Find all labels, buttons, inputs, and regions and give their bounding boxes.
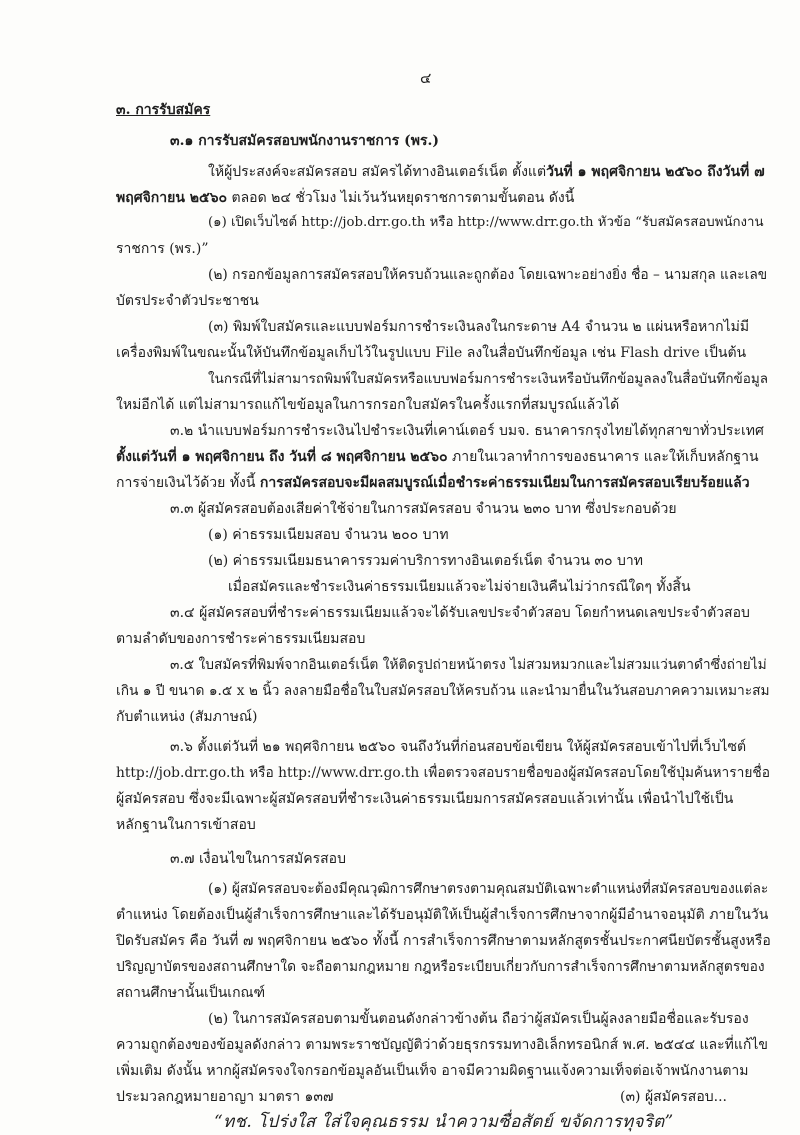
s33-item2: (๒) ค่าธรรมเนียมธนาคารรวมค่าบริการทางอินเตอร์เน็ต จำนวน ๓๐ บาท	[208, 553, 643, 569]
s31-step1-a: (๑) เปิดเว็บไซต์ http://job.drr.go.th หรือ http://www.drr.go.th หัวข้อ “รับสมัครสอบพนักงาน	[208, 215, 764, 230]
s36-line1: ๓.๖ ตั้งแต่วันที่ ๒๑ พฤศจิกายน ๒๕๖๐ จนถึงวันที่ก่อนสอบข้อเขียน ให้ผู้สมัครสอบเข้าไปที่เว็บไซต์	[170, 739, 747, 755]
s31-step2-a: (๒) กรอกข้อมูลการสมัครสอบให้ครบถ้วนและถูกต้อง โดยเฉพาะอย่างยิ่ง ชื่อ – นามสกุล และเลข	[208, 267, 768, 283]
s32-line3-b: การสมัครสอบจะมีผลสมบูรณ์เมื่อชำระค่าธรรมเนียมในการสมัครสอบเรียบร้อยแล้ว	[259, 475, 750, 491]
s31-step3-a: (๓) พิมพ์ใบสมัครและแบบฟอร์มการชำระเงินลงในกระดาษ A4 จำนวน ๒ แผ่นหรือหากไม่มี	[208, 319, 750, 335]
s33-item3: เมื่อสมัครและชำระเงินค่าธรรมเนียมแล้วจะไม่จ่ายเงินคืนไม่ว่ากรณีใดๆ ทั้งสิ้น	[228, 579, 691, 595]
s31-intro-line2	[116, 188, 574, 208]
s32-line1: ๓.๒ นำแบบฟอร์มการชำระเงินไปชำระเงินที่เคาน์เตอร์ บมจ. ธนาคารกรุงไทยได้ทุกสาขาทั่วประเทศ	[170, 423, 764, 439]
s37-title: ๓.๗ เงื่อนไขในการสมัครสอบ	[170, 851, 346, 867]
s36-line2: http://job.drr.go.th หรือ http://www.drr.go.th เพื่อตรวจสอบรายชื่อของผู้สมัครสอบโดยใช้ปุ่มค้นหารายชื่อ	[116, 765, 771, 781]
s35-line2: เกิน ๑ ปี ขนาด ๑.๕ x ๒ นิ้ว ลงลายมือชื่อในใบสมัครสอบให้ครบถ้วน และนำมายื่นในวันสอบภาคความเหมาะสม	[116, 683, 770, 699]
s35-line1: ๓.๕ ใบสมัครที่พิมพ์จากอินเตอร์เน็ต ให้ติดรูปถ่ายหน้าตรง ไม่สวมหมวกและไม่สวมแว่นตาดำซึ่งถ่ายไม่	[170, 657, 767, 673]
s37-c1-5: สถานศึกษานั้นเป็นเกณฑ์	[116, 985, 266, 1001]
s31-intro-2a: พฤศจิกายน ๒๕๖๐	[116, 190, 228, 206]
s37-c1-2: ตำแหน่ง โดยต้องเป็นผู้สำเร็จการศึกษาและได้รับอนุมัติให้เป็นผู้สำเร็จการศึกษาจากผู้มีอำนาจอนุมัติ ภายในวัน	[116, 907, 769, 923]
footer-slogan: “ทช. โปร่งใส ใส่ใจคุณธรรม นำความซื่อสัตย์ ขจัดการทุจริต”	[214, 1112, 674, 1132]
s37-c1-4: ปริญญาบัตรของสถานศึกษาใด จะถือตามกฎหมาย กฎหรือระเบียบเกี่ยวกับการสำเร็จการศึกษาตามหลักสูตรของ	[116, 959, 765, 975]
s37-c2-3: เพิ่มเติม ดังนั้น หากผู้สมัครจงใจกรอกข้อมูลอันเป็นเท็จ อาจมีความผิดฐานแจ้งความเท็จต่อเจ้าพนักงานตาม	[116, 1063, 749, 1079]
s37-c2-1: (๒) ในการสมัครสอบตามขั้นตอนดังกล่าวข้างต้น ถือว่าผู้สมัครเป็นผู้ลงลายมือชื่อและรับรอง	[208, 1011, 749, 1027]
s35-line3: กับตำแหน่ง (สัมภาษณ์)	[116, 709, 258, 725]
s33-item1: (๑) ค่าธรรมเนียมสอบ จำนวน ๒๐๐ บาท	[208, 527, 449, 543]
s37-c2-2: ความถูกต้องของข้อมูลดังกล่าว ตามพระราชบัญญัติว่าด้วยธุรกรรมทางอิเล็กทรอนิกส์ พ.ศ. ๒๕๔๔ และที่แก้ไข	[116, 1037, 768, 1053]
s34-line2: ตามลำดับของการชำระค่าธรรมเนียมสอบ	[116, 631, 366, 647]
s31-intro-1a: ให้ผู้ประสงค์จะสมัครสอบ สมัครได้ทางอินเตอร์เน็ต ตั้งแต่	[208, 164, 547, 180]
s31-title: ๓.๑ การรับสมัครสอบพนักงานราชการ (พร.)	[170, 133, 439, 149]
s31-intro-1b: วันที่ ๑ พฤศจิกายน ๒๕๖๐ ถึงวันที่ ๗	[546, 164, 765, 180]
s31-intro-2b: ตลอด ๒๔ ชั่วโมง ไม่เว้นวันหยุดราชการตามขั้นตอน ดังนี้	[227, 190, 575, 206]
continuation-note: (๓) ผู้สมัครสอบ...	[620, 1089, 727, 1105]
s31-note-b: ใหม่อีกได้ แต่ไม่สามารถแก้ไขข้อมูลในการกรอกใบสมัครในครั้งแรกที่สมบูรณ์แล้วได้	[116, 397, 620, 413]
s31-step1-b: ราชการ (พร.)”	[116, 241, 209, 257]
s31-step2-b: บัตรประจำตัวประชาชน	[116, 293, 259, 309]
s37-c1-1: (๑) ผู้สมัครสอบจะต้องมีคุณวุฒิการศึกษาตรงตามคุณสมบัติเฉพาะตำแหน่งที่สมัครสอบของแต่ละ	[208, 881, 769, 897]
s32-line3	[116, 473, 750, 493]
s31-step3-b: เครื่องพิมพ์ในขณะนั้นให้บันทึกข้อมูลเก็บไว้ในรูปแบบ File ลงในสื่อบันทึกข้อมูล เช่น Flash drive เป็นต้น	[116, 345, 747, 361]
s34-line1: ๓.๔ ผู้สมัครสอบที่ชำระค่าธรรมเนียมแล้วจะได้รับเลขประจำตัวสอบ โดยกำหนดเลขประจำตัวสอบ	[170, 605, 750, 621]
s36-line3: ผู้สมัครสอบ ซึ่งจะมีเฉพาะผู้สมัครสอบที่ชำระเงินค่าธรรมเนียมการสมัครสอบแล้วเท่านั้น เพื่อนำไปใช้เป็น	[116, 791, 734, 807]
s32-line2	[116, 447, 759, 467]
s36-line4: หลักฐานในการเข้าสอบ	[116, 817, 256, 833]
page-number: ๔	[420, 69, 432, 87]
s32-line2-b: ภายในเวลาทำการของธนาคาร และให้เก็บหลักฐาน	[447, 449, 759, 465]
s31-note-a: ในกรณีที่ไม่สามารถพิมพ์ใบสมัครหรือแบบฟอร์มการชำระเงินหรือบันทึกข้อมูลลงในสื่อบันทึกข้อมูล	[208, 371, 769, 387]
s33-line1: ๓.๓ ผู้สมัครสอบต้องเสียค่าใช้จ่ายในการสมัครสอบ จำนวน ๒๓๐ บาท ซึ่งประกอบด้วย	[170, 501, 677, 517]
s32-line2-a: ตั้งแต่วันที่ ๑ พฤศจิกายน ถึง วันที่ ๘ พฤศจิกายน ๒๕๖๐	[116, 449, 448, 465]
section-heading: ๓. การรับสมัคร	[116, 102, 211, 118]
s32-line3-a: การจ่ายเงินไว้ด้วย ทั้งนี้	[116, 475, 260, 491]
s37-c2-4: ประมวลกฎหมายอาญา มาตรา ๑๓๗	[116, 1089, 334, 1105]
s37-c1-3: ปิดรับสมัคร คือ วันที่ ๗ พฤศจิกายน ๒๕๖๐ ทั้งนี้ การสำเร็จการศึกษาตามหลักสูตรชั้นประกาศนียบัตรชั้นสูงหรือ	[116, 933, 771, 949]
s31-intro-line1	[208, 162, 765, 182]
